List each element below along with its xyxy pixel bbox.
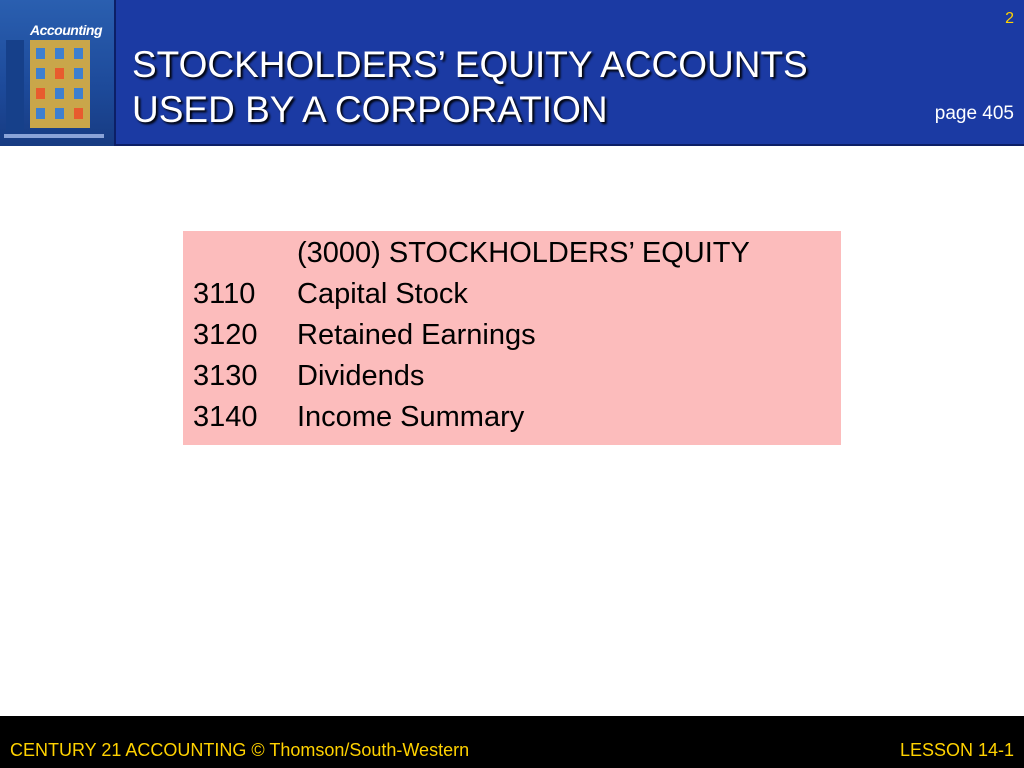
account-row bbox=[193, 319, 536, 359]
cover-spine-shape bbox=[6, 40, 24, 130]
account-number: 3140 bbox=[193, 401, 258, 433]
account-number: 3120 bbox=[193, 319, 258, 351]
cover-author-strip bbox=[4, 134, 104, 138]
account-row bbox=[193, 278, 468, 318]
page-reference: page 405 bbox=[934, 103, 1014, 124]
slide-title bbox=[132, 42, 808, 132]
account-number: 3130 bbox=[193, 360, 258, 392]
slide-title-line2: USED BY A CORPORATION bbox=[132, 89, 608, 130]
account-row bbox=[193, 360, 424, 400]
cover-title: Accounting bbox=[30, 22, 102, 38]
book-cover-image bbox=[0, 0, 116, 146]
slide-title-line1: STOCKHOLDERS’ EQUITY ACCOUNTS bbox=[132, 44, 808, 85]
slide-number: 2 bbox=[1005, 10, 1014, 27]
slide-footer bbox=[0, 716, 1024, 768]
account-name: Dividends bbox=[297, 360, 425, 392]
account-name: Income Summary bbox=[297, 401, 525, 433]
accounts-heading-row bbox=[193, 237, 750, 277]
account-name: Retained Earnings bbox=[297, 319, 536, 351]
accounts-box bbox=[183, 231, 841, 445]
cover-building-illustration bbox=[30, 40, 90, 128]
account-name: Capital Stock bbox=[297, 278, 468, 310]
footer-lesson: LESSON 14-1 bbox=[899, 740, 1014, 760]
slide-header bbox=[0, 0, 1024, 146]
footer-copyright: CENTURY 21 ACCOUNTING © Thomson/South-Western bbox=[10, 740, 470, 760]
account-row bbox=[193, 401, 524, 441]
accounts-heading: (3000) STOCKHOLDERS’ EQUITY bbox=[297, 237, 750, 269]
account-number: 3110 bbox=[193, 278, 256, 310]
